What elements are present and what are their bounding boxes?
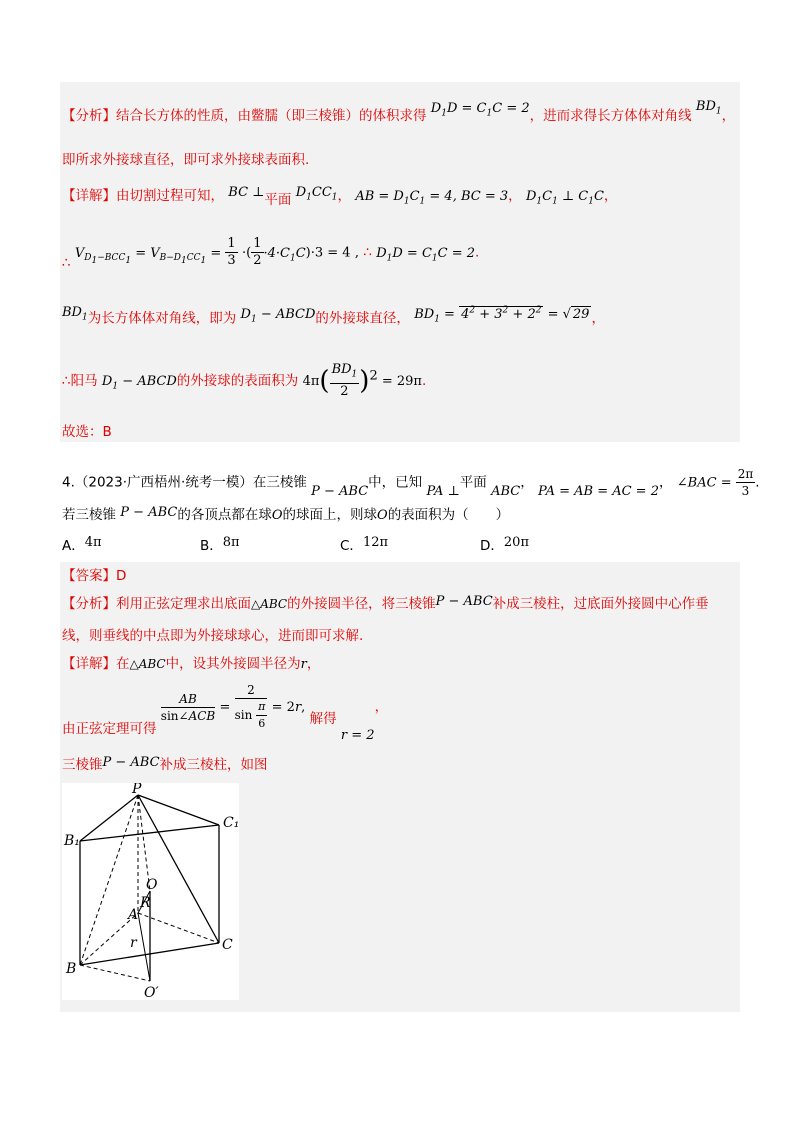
option-d[interactable]: D．20π xyxy=(480,535,529,554)
label-c: C xyxy=(222,937,233,953)
detail-line-2: ∴ $V_{D_1-BCC_1} = V_{B-D_1CC_1}$ = $\frac{1}{3}$ ·( $\frac{1}{2}$ $\cdot 4\cdot C_1C)\cdot 3 = 4$ , ∴ $D_1D = C_1C = 2$. xyxy=(62,236,480,271)
answer-line: 【答案】D xyxy=(62,568,127,584)
label-p: P xyxy=(132,783,142,797)
option-a[interactable]: A．4π xyxy=(62,535,102,554)
analysis-q4-line-2: 线，则垂线的中点即为外接球球心，进而即可求解. xyxy=(62,628,364,644)
option-c[interactable]: C．12π xyxy=(340,535,389,554)
q4-line-2: 若三棱锥 P − ABC的各顶点都在球O的球面上，则球O的表面积为（ ） xyxy=(62,505,510,523)
label-a: A xyxy=(128,907,139,923)
option-b[interactable]: B．8π xyxy=(200,535,240,554)
math-d1d: $D_1D = C_1C = 2$ xyxy=(430,101,530,119)
label-r-upper: R xyxy=(140,895,151,911)
detail-q4-line-2: 由正弦定理可得 $\frac{AB}{\text{sin∠ACB}}$ = 2 sin $\frac{\pi}{6}$ = 2r, 解得 r = 2， xyxy=(62,683,389,743)
prism-figure xyxy=(62,783,239,1000)
label-o: O xyxy=(146,877,158,893)
detail-q4-line-1: 【详解】在△ABC中，设其外接圆半径为r， xyxy=(62,656,321,672)
label-c1: C₁ xyxy=(223,815,239,831)
label-b: B xyxy=(66,961,77,977)
detail-line-4: ∴阳马 $D_1$ − ABCD的外接球的表面积为 4π( $\frac{BD_1}{2}$ )$^2$ = 29π. xyxy=(62,362,427,399)
prism-diagram xyxy=(62,783,239,1000)
label-o-prime: O′ xyxy=(144,985,159,1000)
label-r: r xyxy=(130,935,137,951)
detail-line-1: 【详解】由切割过程可知， BC ⊥平面 $D_1CC_1$， AB = $D_1C_1 = 4$, BC = 3， $D_1C_1$ ⊥ $C_1C$， xyxy=(62,185,618,208)
analysis-line-1: 【分析】结合长方体的性质，由鳖臑（即三棱锥）的体积求得 $D_1D = C_1C = 2$，进而求得长方体体对角线 $BD_1$， xyxy=(62,99,736,124)
label-b1: B₁ xyxy=(64,833,80,849)
math-bd1: $BD_1$ xyxy=(695,99,722,117)
choice-line: 故选：B xyxy=(62,424,112,440)
detail-q4-line-3: 三棱锥P − ABC补成三棱柱，如图 xyxy=(62,755,268,773)
analysis-line-2: 即所求外接球直径，即可求外接球表面积. xyxy=(62,152,310,168)
q4-line-1: 4.（2023·广西梧州·统考一模）在三棱锥 P − ABC中，已知 PA ⊥平面 ABC， PA = AB = AC = 2， ∠BAC = $\frac{2\pi}{3}$ . xyxy=(62,467,760,499)
detail-line-3: $BD_1$为长方体体对角线，即为 $D_1$ − ABCD的外接球直径， $BD_1 = 4^2 + 3^2 + 2^2$ = √ 29 ， xyxy=(62,305,605,327)
analysis-q4-line-1: 【分析】利用正弦定理求出底面△ABC的外接圆半径，将三棱锥P − ABC补成三棱柱，过底面外接圆中心作垂 xyxy=(62,594,709,612)
